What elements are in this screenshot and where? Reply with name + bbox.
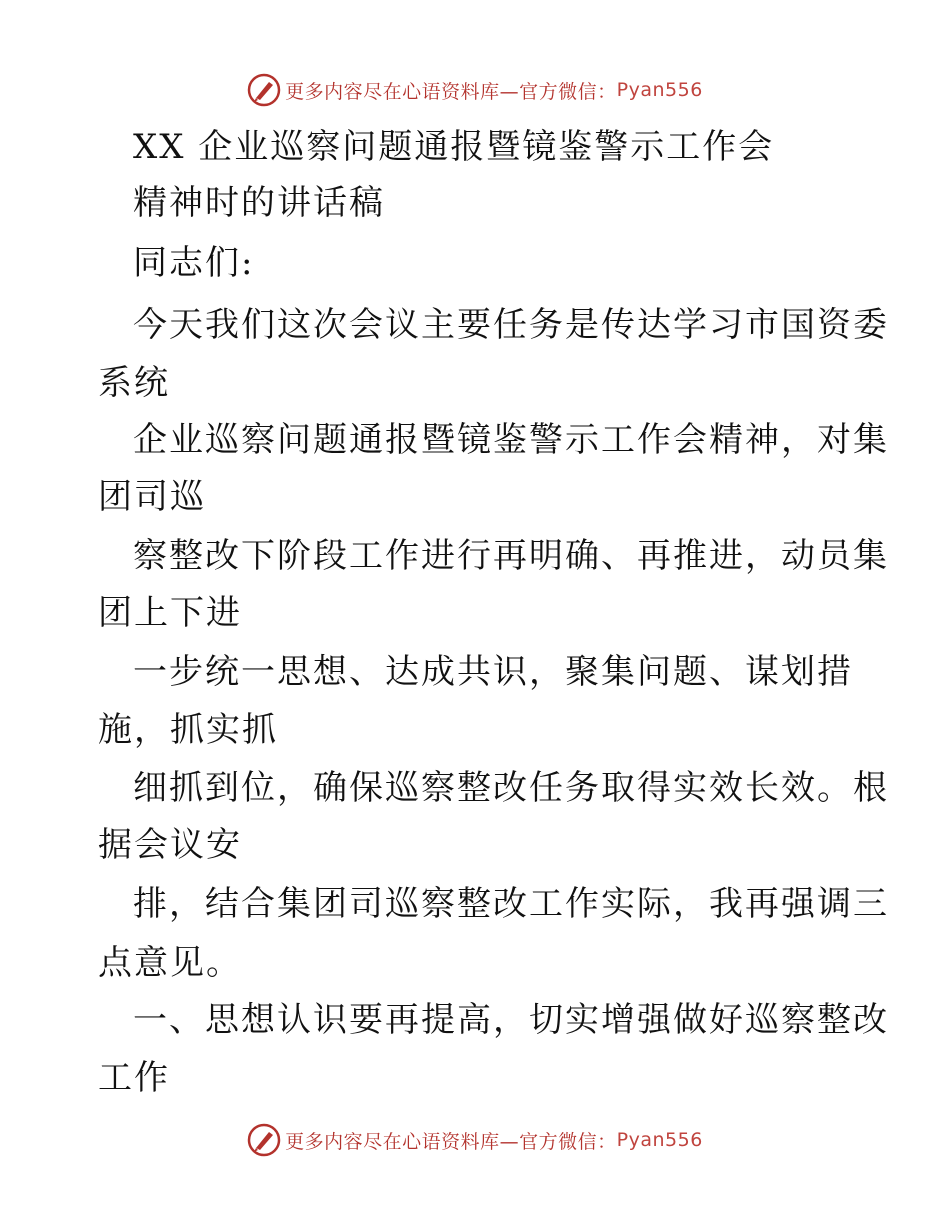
paragraph-line: 点意见。 <box>98 943 242 983</box>
paragraph-line: 今天我们这次会议主要任务是传达学习市国资委 <box>133 305 889 345</box>
doc-title-line-1: XX 企业巡察问题通报暨镜鉴警示工作会 <box>133 127 775 167</box>
paragraph-line: 排，结合集团司巡察整改工作实际，我再强调三 <box>133 884 889 924</box>
header-watermark <box>0 70 950 110</box>
paragraph-line: 据会议安 <box>98 825 242 865</box>
pen-logo-icon <box>247 73 281 107</box>
paragraph-line: 察整改下阶段工作进行再明确、再推进，动员集 <box>133 536 889 576</box>
paragraph-line: 细抓到位，确保巡察整改任务取得实效长效。根 <box>133 768 889 808</box>
watermark-text: 更多内容尽在心语资料库—官方微信： <box>285 1130 617 1153</box>
paragraph-line: 团上下进 <box>98 593 242 633</box>
section-heading-line: 工作 <box>98 1058 170 1098</box>
watermark-wechat-id: Pyan556 <box>616 1129 703 1151</box>
watermark-text: 更多内容尽在心语资料库—官方微信： <box>285 80 617 103</box>
paragraph-line: 团司巡 <box>98 477 206 517</box>
paragraph-line: 一步统一思想、达成共识，聚集问题、谋划措 <box>133 652 853 692</box>
footer-watermark <box>0 1120 950 1160</box>
paragraph-line: 系统 <box>98 363 170 403</box>
doc-title-line-2: 精神时的讲话稿 <box>133 183 385 223</box>
paragraph-line: 企业巡察问题通报暨镜鉴警示工作会精神，对集 <box>133 420 889 460</box>
salutation: 同志们: <box>133 243 255 283</box>
paragraph-line: 施，抓实抓 <box>98 710 278 750</box>
watermark-wechat-id: Pyan556 <box>616 79 703 101</box>
pen-logo-icon <box>247 1123 281 1157</box>
section-heading-line: 一、思想认识要再提高，切实增强做好巡察整改 <box>133 1000 889 1040</box>
